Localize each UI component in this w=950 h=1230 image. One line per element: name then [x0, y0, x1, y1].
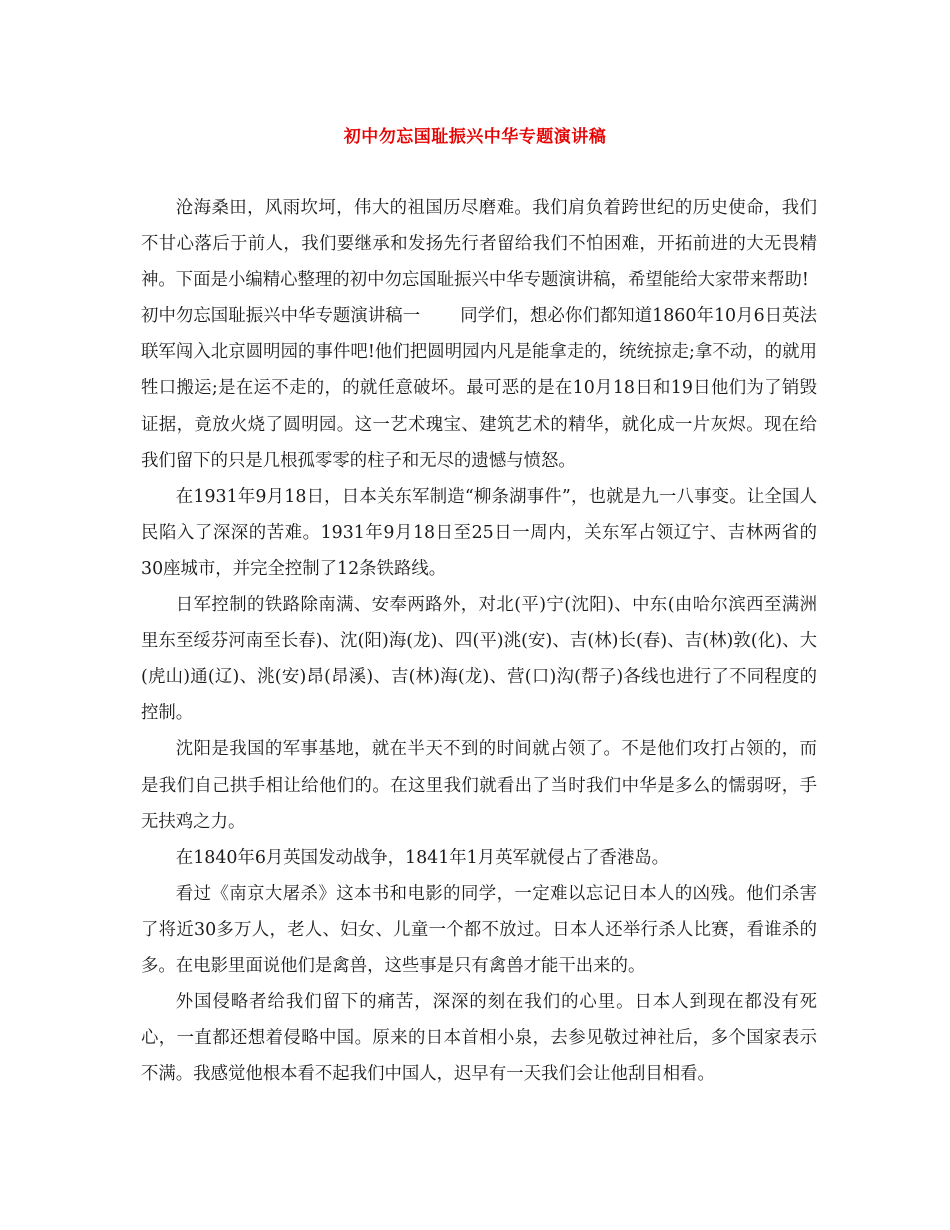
body-paragraph: 日军控制的铁路除南满、安奉两路外，对北(平)宁(沈阳)、中东(由哈尔滨西至满洲里东至绥芬河南至长春)、沈(阳)海(龙)、四(平)洮(安)、吉(林)长(春)、吉(林)敦(化)、大(虎山)通(辽)、洮(安)昂(昂溪)、吉(林)海(龙)、营(口)沟(帮子)各线也进行了不同程度的控制。 — [141, 595, 817, 724]
body-paragraph: 外国侵略者给我们留下的痛苦，深深的刻在我们的心里。日本人到现在都没有死心，一直都还想着侵略中国。原来的日本首相小泉，去参见敬过神社后，多个国家表示不满。我感觉他根本看不起我们中国人，迟早有一天我们会让他刮目相看。 — [141, 992, 817, 1085]
body-paragraph: 在1931年9月18日，日本关东军制造“柳条湖事件”，也就是九一八事变。让全国人民陷入了深深的苦难。1931年9月18日至25日一周内，关东军占领辽宁、吉林两省的30座城市，并完全控制了12条铁路线。 — [141, 486, 817, 579]
document-body — [141, 190, 817, 1092]
document-title: 初中勿忘国耻振兴中华专题演讲稿 — [343, 127, 607, 147]
section-heading: 初中勿忘国耻振兴中华专题演讲稿一 — [141, 306, 421, 327]
body-paragraph: 在1840年6月英国发动战争，1841年1月英军就侵占了香港岛。 — [175, 847, 670, 868]
section-first-text: 同学们，想必你们都知道1860年10月6日英法联军闯入北京圆明园的事件吧!他们把圆明园内凡是能拿走的，统统掠走;拿不动，的就用牲口搬运;是在运不走的，的就任意破坏。最可恶的是在10月18日和19日他们为了销毁证据，竟放火烧了圆明园。这一艺术瑰宝、建筑艺术的精华，就化成一片灰烬。现在给我们留下的只是几根孤零零的柱子和无尽的遗憾与愤怒。 — [141, 306, 817, 471]
section-paragraph — [141, 298, 817, 478]
body-paragraph: 沈阳是我国的军事基地，就在半天不到的时间就占领了。不是他们攻打占领的，而是我们自己拱手相让给他们的。在这里我们就看出了当时我们中华是多么的懦弱呀，手无扶鸡之力。 — [141, 739, 817, 832]
body-paragraph: 看过《南京大屠杀》这本书和电影的同学，一定难以忘记日本人的凶残。他们杀害了将近30多万人，老人、妇女、儿童一个都不放过。日本人还举行杀人比赛，看谁杀的多。在电影里面说他们是禽兽，这些事是只有禽兽才能干出来的。 — [141, 883, 817, 976]
intro-paragraph: 沧海桑田，风雨坎坷，伟大的祖国历尽磨难。我们肩负着跨世纪的历史使命，我们不甘心落后于前人，我们要继承和发扬先行者留给我们不怕困难，开拓前进的大无畏精神。下面是小编精心整理的初中勿忘国耻振兴中华专题演讲稿，希望能给大家带来帮助! — [141, 198, 817, 291]
